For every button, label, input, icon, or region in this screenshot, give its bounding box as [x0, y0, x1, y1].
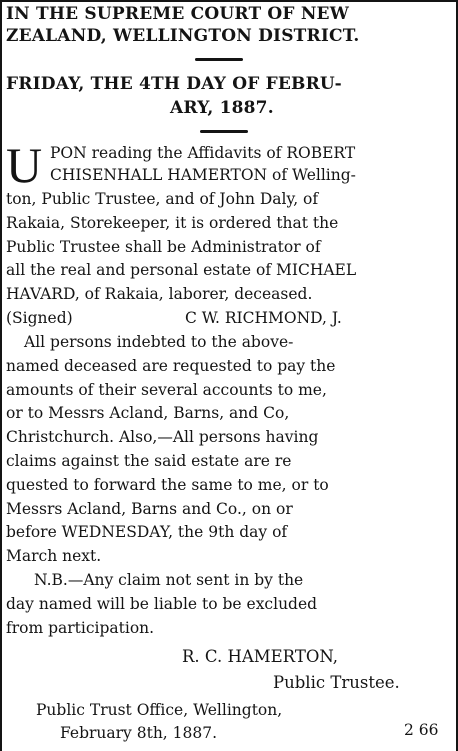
- order-line-3: ton, Public Trustee, and of John Daly, of: [6, 190, 319, 208]
- notice-line-5: Christchurch. Also,—All persons having: [6, 428, 319, 446]
- divider-rule: [200, 130, 248, 133]
- notice-line-10: March next.: [6, 547, 102, 565]
- footer-date: February 8th, 1887.: [60, 724, 218, 742]
- trustee-title: Public Trustee.: [273, 673, 400, 692]
- nb-line-2: day named will be liable to be excluded: [6, 595, 318, 613]
- order-line-1: PON reading the Affidavits of ROBERT: [50, 144, 356, 162]
- notice-line-7: quested to forward the same to me, or to: [6, 476, 329, 494]
- notice-line-3: amounts of their several accounts to me,: [6, 381, 327, 399]
- signed-label: (Signed): [6, 309, 73, 327]
- order-line-5: Public Trustee shall be Administrator of: [6, 238, 321, 256]
- top-border: [0, 0, 458, 2]
- notice-line-1: All persons indebted to the above-: [24, 333, 294, 351]
- trustee-name: R. C. HAMERTON,: [182, 647, 338, 666]
- order-line-2: CHISENHALL HAMERTON of Welling-: [50, 166, 356, 184]
- drop-cap: U: [6, 137, 43, 193]
- order-line-7: HAVARD, of Rakaia, laborer, deceased.: [6, 285, 313, 303]
- nb-line-3: from participation.: [6, 619, 155, 637]
- notice-line-4: or to Messrs Acland, Barns, and Co,: [6, 404, 290, 422]
- court-heading-line-1: IN THE SUPREME COURT OF NEW: [6, 4, 350, 24]
- footer-office: Public Trust Office, Wellington,: [36, 701, 283, 719]
- order-line-6: all the real and personal estate of MICHAEL: [6, 261, 357, 279]
- judge-signature: C W. RICHMOND, J.: [185, 309, 342, 327]
- left-border: [0, 0, 2, 751]
- date-heading-line-1: FRIDAY, THE 4TH DAY OF FEBRU-: [6, 74, 342, 94]
- nb-line-1: N.B.—Any claim not sent in by the: [34, 571, 304, 589]
- notice-line-8: Messrs Acland, Barns and Co., on or: [6, 500, 293, 518]
- notice-line-9: before WEDNESDAY, the 9th day of: [6, 523, 288, 541]
- order-line-4: Rakaia, Storekeeper, it is ordered that the: [6, 214, 339, 232]
- court-heading-line-2: ZEALAND, WELLINGTON DISTRICT.: [6, 26, 360, 46]
- notice-line-2: named deceased are requested to pay the: [6, 357, 336, 375]
- divider-rule: [195, 58, 243, 61]
- date-heading-line-2: ARY, 1887.: [170, 98, 274, 118]
- notice-line-6: claims against the said estate are re: [6, 452, 292, 470]
- footer-code: 2 66: [404, 721, 439, 739]
